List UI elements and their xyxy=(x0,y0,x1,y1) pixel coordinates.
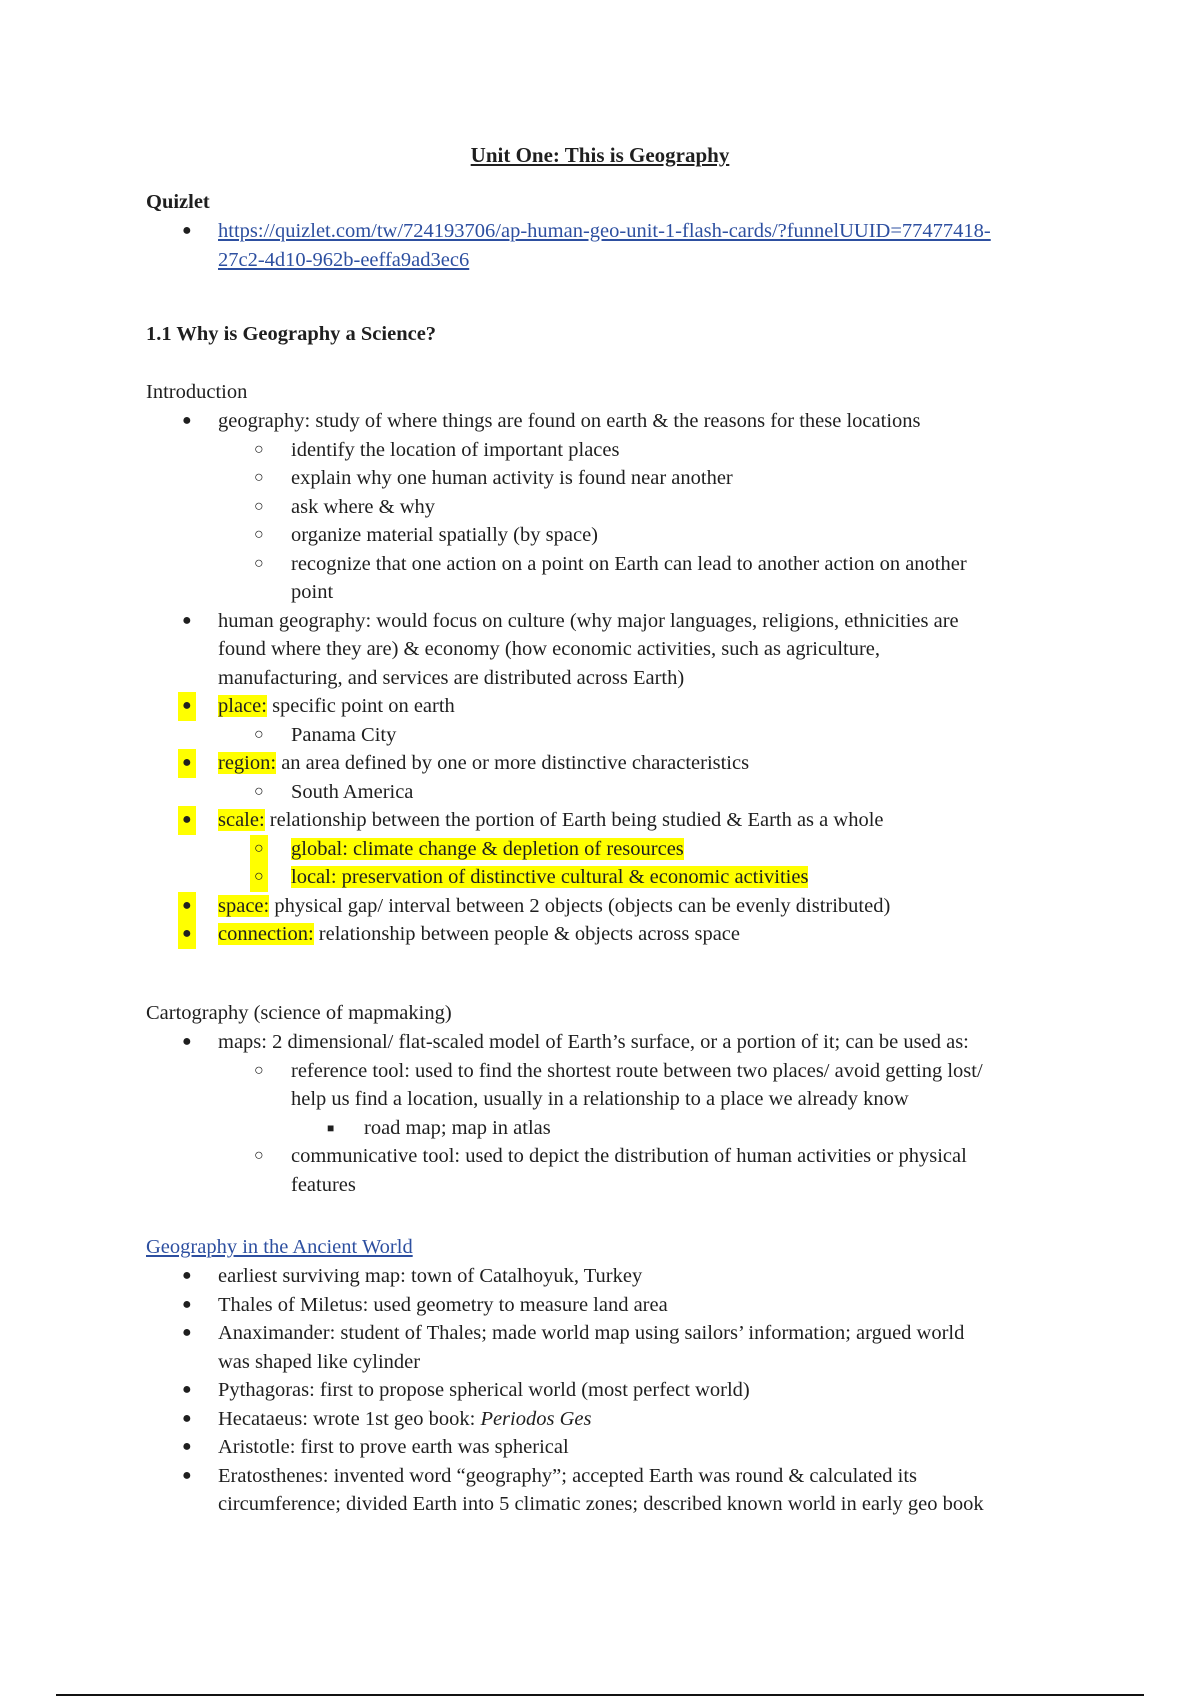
list-item xyxy=(146,1433,1066,1462)
bullet-circle: ○ xyxy=(250,835,268,864)
bullet-disc: ● xyxy=(182,1466,192,1484)
bullet-circle: ○ xyxy=(250,863,268,892)
term-connection: connection: xyxy=(218,923,314,945)
list-item xyxy=(146,1376,1066,1405)
bullet-circle: ○ xyxy=(254,782,264,800)
list-item-text: Hecataeus: wrote 1st geo book: xyxy=(218,1407,481,1430)
list-item xyxy=(146,778,1066,807)
page-bottom-rule xyxy=(56,1694,1144,1696)
bullet-disc: ● xyxy=(182,222,192,239)
list-item xyxy=(146,1462,1066,1519)
list-item-text: Panama City xyxy=(291,723,397,746)
bullet-disc: ● xyxy=(182,1267,192,1284)
geography-definition: geography: study of where things are found on earth & the reasons for these locations xyxy=(218,410,921,432)
list-item xyxy=(146,863,1066,892)
bullet-square: ■ xyxy=(327,1120,335,1135)
list-item xyxy=(146,217,1066,274)
list-item xyxy=(146,721,1066,750)
bullet-disc: ● xyxy=(178,892,196,921)
list-item-text: Anaximander: student of Thales; made world map using sailors’ information; argued world xyxy=(218,1322,965,1344)
list-item-text: identify the location of important places xyxy=(291,438,620,461)
list-item xyxy=(146,835,1066,864)
region-definition: an area defined by one or more distinctive characteristics xyxy=(281,752,750,774)
list-item xyxy=(146,1142,1066,1199)
term-region: region: xyxy=(218,752,277,774)
list-item xyxy=(146,493,1066,522)
place-definition: specific point on earth xyxy=(272,695,455,717)
list-item-text: explain why one human activity is found near another xyxy=(291,467,733,489)
communicative-tool-text: communicative tool: used to depict the distribution of human activities or physical xyxy=(291,1145,967,1167)
bullet-circle: ○ xyxy=(254,554,264,572)
list-item xyxy=(146,1262,1066,1291)
bullet-disc: ● xyxy=(182,611,192,629)
bullet-disc: ● xyxy=(182,1409,192,1427)
introduction-section xyxy=(146,378,1066,949)
term-place: place: xyxy=(218,695,267,717)
term-space: space: xyxy=(218,894,270,917)
term-scale: scale: xyxy=(218,809,265,831)
quizlet-link-continued[interactable]: 27c2-4d10-962b-eeffa9ad3ec6 xyxy=(218,248,470,271)
bullet-disc: ● xyxy=(182,1033,192,1050)
human-geography-text: human geography: would focus on culture (why major languages, religions, ethnicities are xyxy=(218,609,959,632)
space-definition: physical gap/ interval between 2 objects (objects can be evenly distributed) xyxy=(274,894,891,917)
quizlet-heading: Quizlet xyxy=(146,191,210,213)
connection-definition: relationship between people & objects across space xyxy=(318,923,741,945)
section-1-1 xyxy=(146,319,1066,349)
introduction-heading: Introduction xyxy=(146,381,248,403)
bullet-circle: ○ xyxy=(254,725,264,743)
communicative-tool-text: features xyxy=(291,1173,356,1196)
ancient-world-heading-link[interactable]: Geography in the Ancient World xyxy=(146,1236,413,1258)
reference-tool-text: reference tool: used to find the shortest route between two places/ avoid getting lost/ xyxy=(291,1059,983,1082)
list-item xyxy=(146,550,1066,607)
bullet-disc: ● xyxy=(178,806,196,835)
bullet-circle: ○ xyxy=(254,526,264,543)
bullet-circle: ○ xyxy=(254,497,264,515)
bullet-disc: ● xyxy=(182,1324,192,1341)
list-item-text: Aristotle: first to prove earth was spherical xyxy=(218,1436,569,1458)
maps-definition: maps: 2 dimensional/ flat-scaled model of Earth’s surface, or a portion of it; can be used as: xyxy=(218,1031,969,1053)
list-item-text: point xyxy=(291,581,334,603)
list-item xyxy=(146,436,1066,465)
bullet-disc: ● xyxy=(182,1295,192,1313)
human-geography-text: found where they are) & economy (how economic activities, such as agriculture, xyxy=(218,638,881,660)
bullet-disc: ● xyxy=(178,920,196,949)
list-item xyxy=(146,1028,1066,1057)
cartography-section xyxy=(146,999,1066,1199)
list-item xyxy=(146,1114,1066,1143)
list-item xyxy=(146,407,1066,436)
bullet-circle: ○ xyxy=(254,469,264,486)
list-item-text: South America xyxy=(291,780,414,803)
bullet-circle: ○ xyxy=(254,1147,264,1164)
quizlet-link[interactable]: https://quizlet.com/tw/724193706/ap-human-geo-unit-1-flash-cards/?funnelUUID=77477418- xyxy=(218,220,991,242)
list-item xyxy=(146,607,1066,693)
list-item xyxy=(146,806,1066,835)
list-item xyxy=(146,464,1066,493)
list-item xyxy=(146,1057,1066,1114)
list-item-text: Pythagoras: first to propose spherical world (most perfect world) xyxy=(218,1379,750,1401)
bullet-disc: ● xyxy=(182,412,192,429)
human-geography-text: manufacturing, and services are distributed across Earth) xyxy=(218,666,685,689)
section-heading: 1.1 Why is Geography a Science? xyxy=(146,323,437,345)
scale-definition: relationship between the portion of Earth being studied & Earth as a whole xyxy=(269,809,884,831)
bullet-disc: ● xyxy=(178,749,196,778)
bullet-disc: ● xyxy=(178,692,196,721)
book-title: Periodos Ges xyxy=(480,1407,592,1430)
bullet-circle: ○ xyxy=(254,1061,264,1079)
list-item-text: road map; map in atlas xyxy=(364,1116,551,1139)
list-item-text: Thales of Miletus: used geometry to measure land area xyxy=(218,1293,668,1316)
list-item-text: Eratosthenes: invented word “geography”; accepted Earth was round & calculated its xyxy=(218,1464,918,1487)
list-item xyxy=(146,1291,1066,1320)
list-item xyxy=(146,1405,1066,1434)
scale-global: global: climate change & depletion of resources xyxy=(291,837,684,860)
ancient-world-section xyxy=(146,1233,1066,1519)
list-item-text: organize material spatially (by space) xyxy=(291,524,598,546)
list-item-text: ask where & why xyxy=(291,495,436,518)
list-item xyxy=(146,521,1066,550)
list-item xyxy=(146,920,1066,949)
quizlet-section xyxy=(146,187,1066,274)
list-item-text: circumference; divided Earth into 5 climatic zones; described known world in early geo book xyxy=(218,1493,984,1515)
page-title: Unit One: This is Geography xyxy=(470,143,730,167)
cartography-heading: Cartography (science of mapmaking) xyxy=(146,1002,452,1024)
list-item xyxy=(146,692,1066,721)
bullet-circle: ○ xyxy=(254,440,264,458)
scale-local: local: preservation of distinctive cultural & economic activities xyxy=(291,866,809,888)
bullet-disc: ● xyxy=(182,1381,192,1398)
list-item-text: was shaped like cylinder xyxy=(218,1350,421,1373)
list-item-text: recognize that one action on a point on Earth can lead to another action on another xyxy=(291,552,967,575)
bullet-disc: ● xyxy=(182,1438,192,1455)
list-item xyxy=(146,892,1066,921)
list-item-text: earliest surviving map: town of Catalhoyuk, Turkey xyxy=(218,1265,643,1287)
list-item xyxy=(146,1319,1066,1376)
list-item xyxy=(146,749,1066,778)
reference-tool-text: help us find a location, usually in a relationship to a place we already know xyxy=(291,1088,909,1110)
